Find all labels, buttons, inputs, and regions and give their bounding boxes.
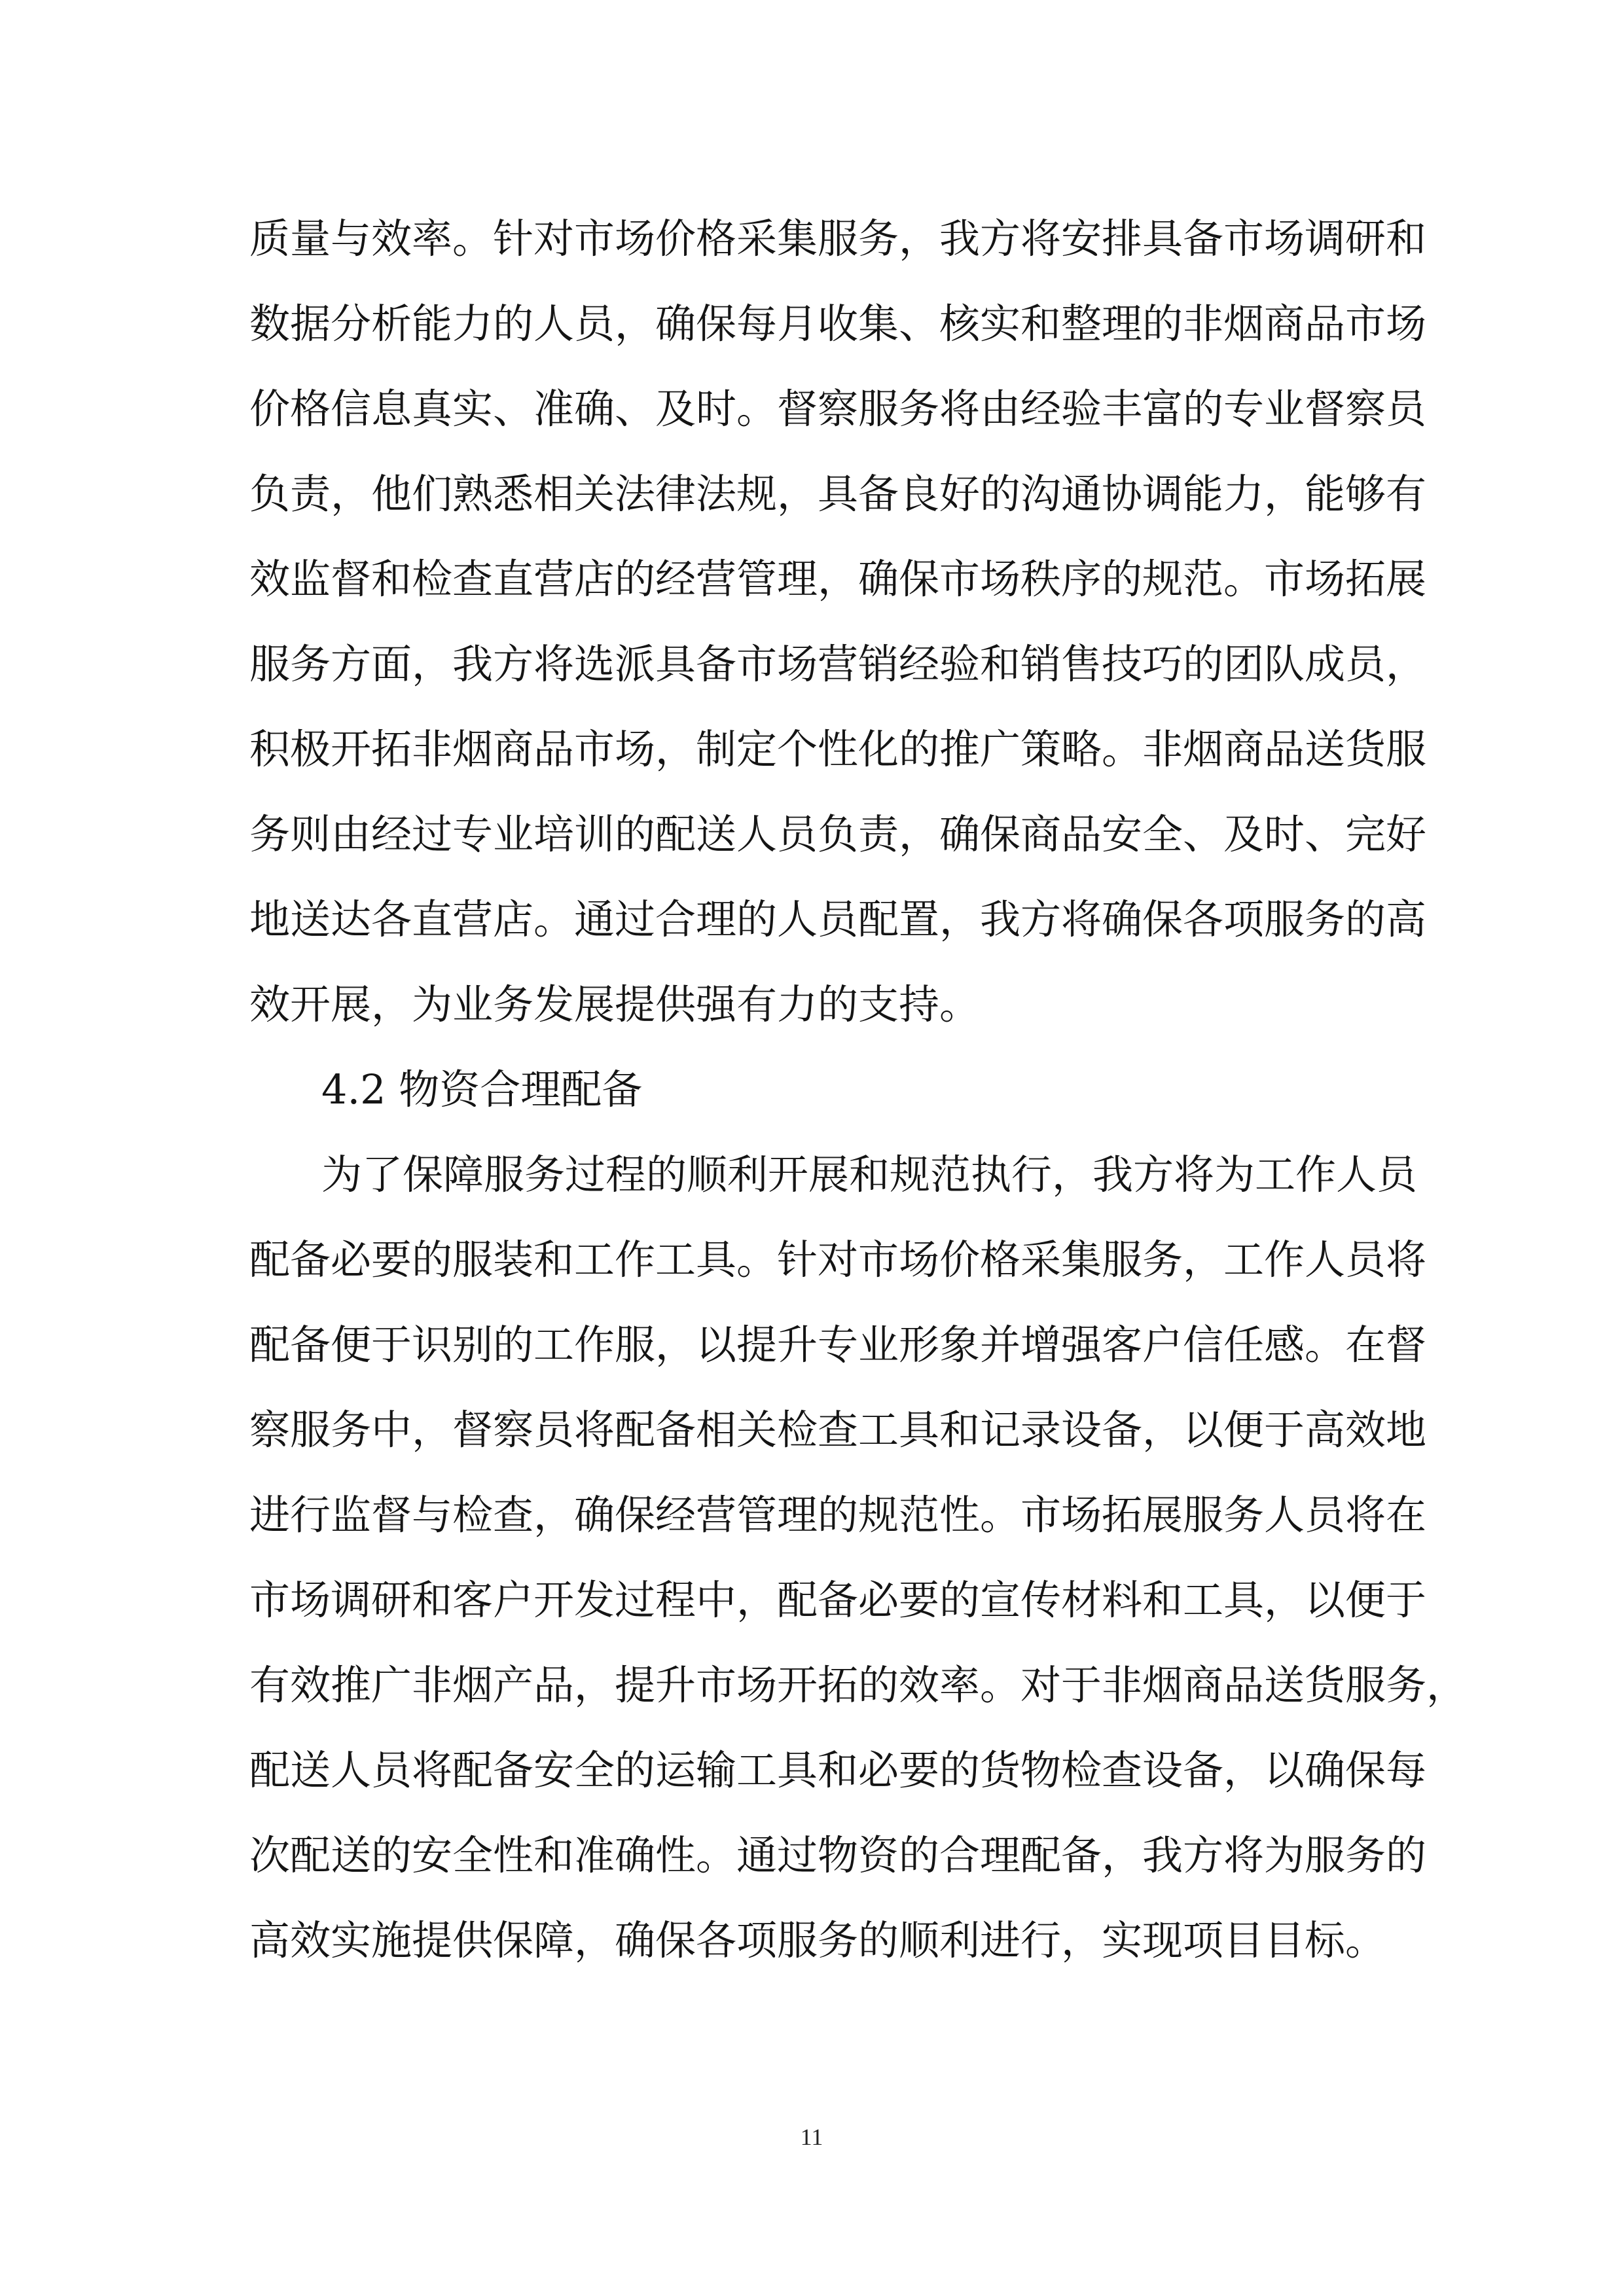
paragraph-line: 效监督和检查直营店的经营管理，确保市场秩序的规范。市场拓展 (249, 555, 1427, 603)
paragraph-line: 察服务中，督察员将配备相关检查工具和记录设备，以便于高效地 (249, 1406, 1427, 1454)
paragraph-line: 务则由经过专业培训的配送人员负责，确保商品安全、及时、完好 (249, 810, 1427, 858)
paragraph-line: 负责，他们熟悉相关法律法规，具备良好的沟通协调能力，能够有 (249, 470, 1427, 518)
paragraph-line: 质量与效率。针对市场价格采集服务，我方将安排具备市场调研和 (249, 215, 1427, 262)
paragraph-line: 市场调研和客户开发过程中，配备必要的宣传材料和工具，以便于 (249, 1576, 1427, 1624)
paragraph-line: 积极开拓非烟商品市场，制定个性化的推广策略。非烟商品送货服 (249, 725, 1427, 773)
paragraph-line: 有效推广非烟产品，提升市场开拓的效率。对于非烟商品送货服务， (249, 1661, 1468, 1709)
paragraph-line: 地送达各直营店。通过合理的人员配置，我方将确保各项服务的高 (249, 895, 1427, 943)
paragraph-line: 数据分析能力的人员，确保每月收集、核实和整理的非烟商品市场 (249, 300, 1427, 348)
paragraph-line: 配送人员将配备安全的运输工具和必要的货物检查设备，以确保每 (249, 1746, 1427, 1794)
paragraph-line: 高效实施提供保障，确保各项服务的顺利进行，实现项目目标。 (249, 1916, 1386, 1964)
page-number: 11 (800, 2124, 823, 2150)
section-heading: 4.2 物资合理配备 (321, 1066, 643, 1113)
paragraph-line: 次配送的安全性和准确性。通过物资的合理配备，我方将为服务的 (249, 1831, 1427, 1879)
paragraph-line: 为了保障服务过程的顺利开展和规范执行，我方将为工作人员 (321, 1151, 1418, 1198)
paragraph-line: 效开展，为业务发展提供强有力的支持。 (249, 980, 981, 1028)
paragraph-line: 服务方面，我方将选派具备市场营销经验和销售技巧的团队成员， (249, 640, 1427, 688)
paragraph-line: 配备便于识别的工作服，以提升专业形象并增强客户信任感。在督 (249, 1321, 1427, 1369)
paragraph-line: 价格信息真实、准确、及时。督察服务将由经验丰富的专业督察员 (249, 385, 1427, 433)
paragraph-line: 进行监督与检查，确保经营管理的规范性。市场拓展服务人员将在 (249, 1491, 1427, 1539)
paragraph-line: 配备必要的服装和工作工具。针对市场价格采集服务，工作人员将 (249, 1236, 1427, 1283)
